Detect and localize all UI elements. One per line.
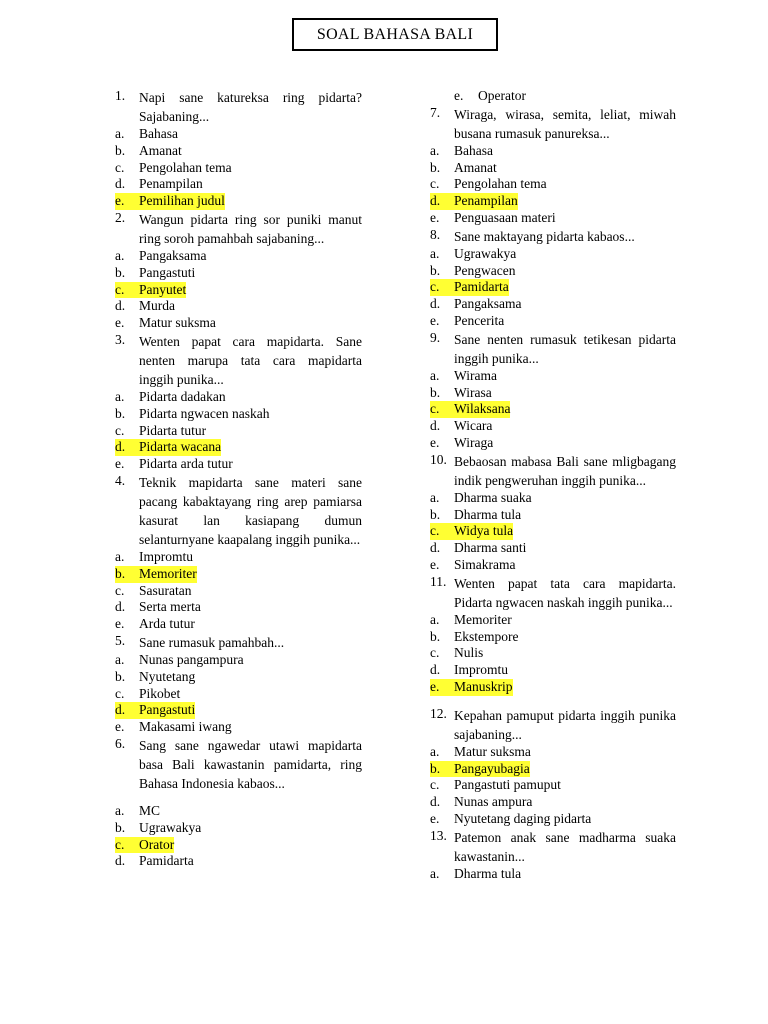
question — [115, 736, 362, 793]
option-letter: b. — [430, 761, 454, 778]
answer-option — [115, 265, 362, 282]
option-letter: b. — [115, 566, 139, 583]
answer-option — [430, 385, 676, 402]
option-letter: c. — [430, 523, 454, 540]
answer-option — [430, 612, 676, 629]
answer-option-highlighted — [430, 279, 676, 296]
option-text: Nunas pangampura — [139, 651, 244, 667]
option-text: Pidarta dadakan — [139, 388, 226, 404]
spacer — [115, 793, 362, 803]
answer-option-highlighted — [430, 761, 676, 778]
answer-option-highlighted — [115, 702, 362, 719]
question — [115, 473, 362, 549]
option-letter: d. — [115, 853, 126, 869]
option-letter: a. — [430, 142, 440, 158]
answer-option — [430, 435, 676, 452]
option-letter: c. — [115, 685, 125, 701]
answer-option-highlighted — [430, 523, 676, 540]
question-text: Teknik mapidarta sane materi sane pacang kabaktayang ring arep pamiarsa kasurat lan kasiapang dumun selanturnyane kaapalang inggih punika... — [139, 474, 362, 547]
option-text: Manuskrip — [454, 678, 513, 694]
option-letter: d. — [430, 296, 441, 312]
option-letter: d. — [115, 298, 126, 314]
answer-option — [430, 143, 676, 160]
option-letter: e. — [430, 810, 440, 826]
option-letter: a. — [430, 367, 440, 383]
answer-option — [430, 866, 676, 883]
option-letter: a. — [115, 247, 125, 263]
option-text: Arda tutur — [139, 616, 195, 632]
answer-option-highlighted — [115, 439, 362, 456]
answer-option — [115, 616, 362, 633]
option-text: Orator — [139, 836, 175, 852]
question-item — [430, 828, 676, 883]
option-letter: c. — [430, 645, 440, 661]
option-text: Operator — [478, 88, 526, 103]
option-letter: d. — [115, 702, 139, 719]
option-text: Memoriter — [139, 565, 197, 581]
answer-option — [430, 313, 676, 330]
answer-option — [430, 263, 676, 280]
option-letter: b. — [430, 628, 441, 644]
answer-option — [430, 811, 676, 828]
answer-option — [115, 423, 362, 440]
option-text: Matur suksma — [454, 743, 531, 759]
option-text: Pikobet — [139, 685, 181, 701]
question-item — [430, 330, 676, 452]
answer-option — [115, 160, 362, 177]
question — [115, 88, 362, 126]
option-text: Wirasa — [454, 384, 492, 400]
answer-option — [430, 507, 676, 524]
question-number: 10. — [430, 451, 447, 467]
option-text: Amanat — [454, 159, 497, 175]
answer-option — [115, 143, 362, 160]
question-text: Sane nenten rumasuk tetikesan pidarta inggih punika... — [454, 331, 676, 366]
option-text: Penampilan — [454, 193, 518, 209]
option-letter: b. — [115, 819, 126, 835]
option-letter: d. — [115, 599, 126, 615]
option-letter: a. — [115, 126, 125, 141]
page-title-box — [292, 18, 498, 51]
option-letter: d. — [430, 540, 441, 556]
option-text: Serta merta — [139, 599, 201, 615]
answer-option — [430, 557, 676, 574]
option-text: Pengwacen — [454, 262, 516, 278]
question-text: Wangun pidarta ring sor puniki manut ring soroh pamahbah sajabaning... — [139, 211, 362, 246]
answer-option — [115, 176, 362, 193]
question-number: 8. — [430, 226, 441, 242]
option-letter: e. — [430, 434, 440, 450]
question-number: 13. — [430, 827, 447, 843]
question-item — [115, 210, 362, 332]
option-letter: c. — [430, 777, 440, 793]
option-text: Pangastuti pamuput — [454, 777, 561, 793]
answer-option — [430, 744, 676, 761]
option-text: Panyutet — [139, 281, 187, 297]
question-text: Kepahan pamuput pidarta inggih punika sajabaning... — [454, 707, 676, 742]
option-text: Bahasa — [454, 142, 493, 158]
option-text: Wilaksana — [454, 401, 511, 417]
question — [430, 828, 676, 866]
question — [430, 105, 676, 143]
option-text: Ugrawakya — [139, 819, 202, 835]
answer-option — [115, 820, 362, 837]
question — [430, 227, 676, 246]
question — [430, 452, 676, 490]
option-text: Nyutetang — [139, 668, 196, 684]
answer-option — [115, 669, 362, 686]
answer-option — [430, 540, 676, 557]
option-text: Makasami iwang — [139, 719, 232, 735]
option-text: Nunas ampura — [454, 794, 533, 810]
option-letter: b. — [430, 506, 441, 522]
option-letter: b. — [115, 264, 126, 280]
option-text: Pangaksama — [454, 296, 522, 312]
option-text: Pidarta arda tutur — [139, 456, 233, 472]
option-text: Ugrawakya — [454, 245, 517, 261]
left-question-column — [115, 88, 362, 870]
question-text: Wenten papat cara mapidarta. Sane nenten marupa tata cara mapidarta inggih punika... — [139, 333, 362, 387]
option-text: Memoriter — [454, 611, 512, 627]
option-text: Bahasa — [139, 126, 178, 141]
answer-option — [115, 803, 362, 820]
question — [115, 332, 362, 389]
question — [430, 330, 676, 368]
question-number: 9. — [430, 329, 441, 345]
answer-option — [430, 794, 676, 811]
option-letter: c. — [115, 837, 139, 854]
answer-option — [430, 490, 676, 507]
page-title: SOAL BAHASA BALI — [316, 25, 474, 43]
option-letter: a. — [430, 611, 440, 627]
option-letter: b. — [115, 405, 126, 421]
question — [115, 210, 362, 248]
option-text: Pidarta tutur — [139, 422, 207, 438]
answer-option — [115, 126, 362, 143]
option-text: Simakrama — [454, 556, 516, 572]
option-letter: c. — [115, 422, 125, 438]
option-letter: e. — [430, 312, 440, 328]
option-letter: c. — [115, 282, 139, 299]
answer-option — [430, 88, 676, 105]
option-letter: e. — [430, 679, 454, 696]
question-number: 1. — [115, 88, 126, 103]
option-text: Pemilihan judul — [139, 193, 225, 209]
answer-option — [430, 176, 676, 193]
question-text: Wiraga, wirasa, semita, leliat, miwah busana rumasuk panureksa... — [454, 106, 676, 141]
option-text: Ekstempore — [454, 628, 519, 644]
answer-option-highlighted — [430, 679, 676, 696]
question-item — [115, 736, 362, 870]
question-text: Sang sane ngawedar utawi mapidarta basa Bali kawastanin pamidarta, ring Bahasa Indonesia kabaos... — [139, 737, 362, 791]
answer-option — [115, 686, 362, 703]
option-text: Pencerita — [454, 312, 505, 328]
option-letter: e. — [430, 556, 440, 572]
option-letter: c. — [115, 582, 125, 598]
option-letter: a. — [115, 548, 125, 564]
question-number: 12. — [430, 705, 447, 721]
option-letter: e. — [115, 456, 125, 472]
answer-option — [115, 719, 362, 736]
question-number: 11. — [430, 573, 447, 589]
option-text: Dharma santi — [454, 540, 527, 556]
answer-option — [115, 315, 362, 332]
option-text: Dharma suaka — [454, 489, 532, 505]
option-text: Widya tula — [454, 523, 514, 539]
answer-option — [430, 368, 676, 385]
option-text: Wicara — [454, 418, 493, 434]
answer-option — [115, 853, 362, 870]
answer-option — [430, 777, 676, 794]
option-text: Penguasaan materi — [454, 209, 556, 225]
answer-option-highlighted — [115, 193, 362, 210]
option-letter: a. — [115, 802, 125, 818]
option-letter: d. — [430, 794, 441, 810]
option-text: Pidarta wacana — [139, 439, 222, 455]
option-letter: a. — [430, 245, 440, 261]
answer-option — [115, 549, 362, 566]
question-number: 4. — [115, 472, 126, 488]
option-letter: b. — [430, 262, 441, 278]
question-item — [115, 473, 362, 633]
option-text: MC — [139, 802, 161, 818]
question-text: Bebaosan mabasa Bali sane mligbagang indik pengweruhan inggih punika... — [454, 453, 676, 488]
option-letter: d. — [430, 662, 441, 678]
answer-option-highlighted — [430, 401, 676, 418]
question — [430, 574, 676, 612]
option-text: Impromtu — [454, 662, 508, 678]
answer-option — [430, 246, 676, 263]
answer-option — [430, 629, 676, 646]
answer-option — [115, 456, 362, 473]
option-text: Pamidarta — [454, 279, 509, 295]
spacer — [430, 696, 676, 706]
question — [430, 706, 676, 744]
option-letter: b. — [430, 384, 441, 400]
answer-option — [115, 248, 362, 265]
question-number: 6. — [115, 735, 126, 751]
question-item — [430, 452, 676, 574]
option-text: Pengolahan tema — [139, 159, 232, 175]
question-item — [430, 574, 676, 696]
option-letter: b. — [115, 668, 126, 684]
question-item — [115, 332, 362, 473]
option-letter: e. — [115, 193, 139, 210]
answer-option — [430, 210, 676, 227]
answer-option — [115, 652, 362, 669]
option-text: Amanat — [139, 142, 182, 158]
answer-option — [430, 662, 676, 679]
answer-option — [115, 583, 362, 600]
option-letter: a. — [430, 489, 440, 505]
right-question-column — [430, 88, 676, 883]
option-letter: a. — [430, 865, 440, 881]
answer-option — [115, 389, 362, 406]
option-text: Matur suksma — [139, 315, 216, 331]
answer-option — [430, 645, 676, 662]
option-letter: c. — [430, 401, 454, 418]
answer-option-highlighted — [430, 193, 676, 210]
question-text: Patemon anak sane madharma suaka kawastanin... — [454, 829, 676, 864]
option-text: Nyutetang daging pidarta — [454, 810, 592, 826]
option-letter: b. — [430, 159, 441, 175]
option-text: Dharma tula — [454, 865, 522, 881]
option-letter: e. — [115, 315, 125, 331]
option-text: Pengolahan tema — [454, 176, 547, 192]
option-letter: a. — [115, 651, 125, 667]
question — [115, 633, 362, 652]
option-text: Wiraga — [454, 434, 494, 450]
answer-option — [430, 296, 676, 313]
option-letter: d. — [430, 193, 454, 210]
question-item — [430, 696, 676, 828]
question-number: 3. — [115, 331, 126, 347]
answer-option-highlighted — [115, 566, 362, 583]
question-number: 7. — [430, 104, 441, 120]
option-letter: a. — [430, 743, 440, 759]
answer-option — [115, 298, 362, 315]
option-text: Dharma tula — [454, 506, 522, 522]
option-letter: e. — [430, 209, 440, 225]
option-letter: e. — [115, 719, 125, 735]
option-text: Sasuratan — [139, 582, 192, 598]
answer-option — [430, 418, 676, 435]
answer-option — [115, 599, 362, 616]
option-letter: c. — [430, 279, 454, 296]
option-text: Impromtu — [139, 548, 193, 564]
option-letter: c. — [430, 176, 440, 192]
answer-option-highlighted — [115, 282, 362, 299]
question-text: Sane rumasuk pamahbah... — [139, 634, 285, 650]
continued-option — [430, 88, 676, 105]
option-letter: c. — [115, 159, 125, 175]
option-letter: b. — [115, 142, 126, 158]
option-letter: a. — [115, 388, 125, 404]
option-letter: e. — [454, 88, 464, 103]
question-text: Wenten papat tata cara mapidarta. Pidarta ngwacen naskah inggih punika... — [454, 575, 676, 610]
answer-option — [115, 406, 362, 423]
option-text: Pangayubagia — [454, 760, 530, 776]
option-letter: d. — [115, 176, 126, 192]
option-text: Pidarta ngwacen naskah — [139, 405, 270, 421]
option-text: Pangastuti — [139, 702, 196, 718]
question-item — [115, 88, 362, 210]
question-number: 5. — [115, 632, 126, 648]
question-item — [430, 227, 676, 330]
option-text: Penampilan — [139, 176, 203, 192]
question-text: Sane maktayang pidarta kabaos... — [454, 228, 635, 244]
option-letter: d. — [115, 439, 139, 456]
option-letter: e. — [115, 616, 125, 632]
question-number: 2. — [115, 209, 126, 225]
question-item — [430, 105, 676, 227]
option-text: Nulis — [454, 645, 484, 661]
answer-option-highlighted — [115, 837, 362, 854]
option-text: Pamidarta — [139, 853, 194, 869]
question-item — [115, 633, 362, 736]
option-text: Wirama — [454, 367, 497, 383]
option-letter: d. — [430, 418, 441, 434]
option-text: Pangaksama — [139, 247, 207, 263]
option-text: Pangastuti — [139, 264, 196, 280]
option-text: Murda — [139, 298, 175, 314]
answer-option — [430, 160, 676, 177]
question-text: Napi sane katureksa ring pidarta? Sajabaning... — [139, 90, 362, 124]
